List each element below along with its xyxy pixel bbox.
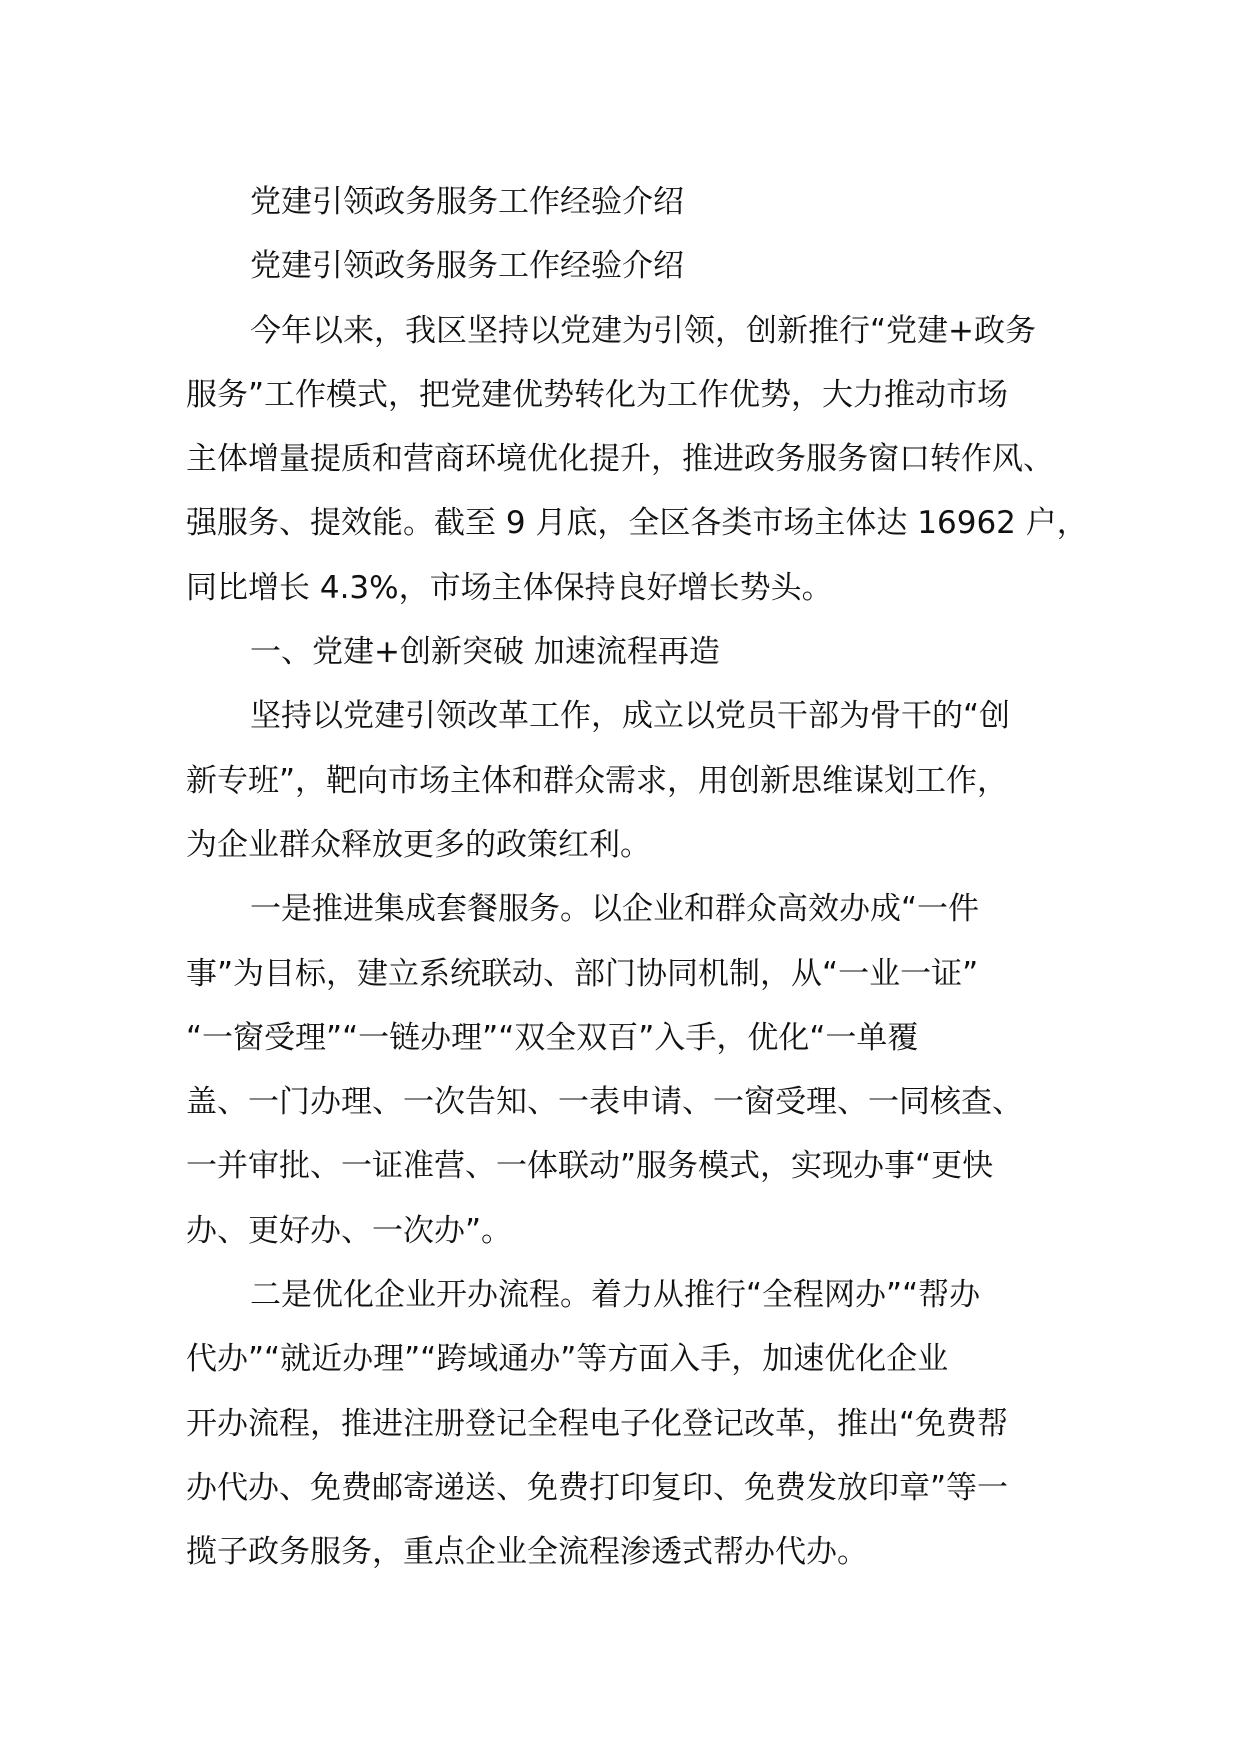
paragraph-point1-line-4: 盖、一门办理、一次告知、一表申请、一窗受理、一同核查、 bbox=[186, 1084, 1023, 1121]
paragraph-intro-line-1: 今年以来，我区坚持以党建为引领，创新推行“党建+政务 bbox=[250, 312, 1037, 349]
paragraph-point1-line-6: 办、更好办、一次办”。 bbox=[186, 1212, 513, 1249]
paragraph-point2-line-2: 代办”“就近办理”“跨域通办”等方面入手，加速优化企业 bbox=[186, 1341, 949, 1378]
section-heading-1: 一、党建+创新突破 加速流程再造 bbox=[250, 634, 720, 671]
paragraph-intro-line-4: 强服务、提效能。截至 9 月底，全区各类市场主体达 16962 户， bbox=[186, 505, 1088, 542]
paragraph-point2-line-1: 二是优化企业开办流程。着力从推行“全程网办”“帮办 bbox=[250, 1277, 981, 1314]
paragraph-point1-line-3: “一窗受理”“一链办理”“双全双百”入手，优化“一单覆 bbox=[186, 1019, 919, 1056]
paragraph-point1-line-5: 一并审批、一证准营、一体联动”服务模式，实现办事“更快 bbox=[186, 1148, 994, 1185]
paragraph-point2-line-3: 开办流程，推进注册登记全程电子化登记改革，推出“免费帮 bbox=[186, 1405, 1009, 1442]
paragraph-point1-line-1: 一是推进集成套餐服务。以企业和群众高效办成“一件 bbox=[250, 891, 980, 928]
paragraph-intro-line-5: 同比增长 4.3%，市场主体保持良好增长势头。 bbox=[186, 569, 833, 606]
paragraph-point2-line-4: 办代办、免费邮寄递送、免费打印复印、免费发放印章”等一 bbox=[186, 1469, 1009, 1506]
paragraph-intro-line-3: 主体增量提质和营商环境优化提升，推进政务服务窗口转作风、 bbox=[186, 441, 1054, 478]
paragraph-section1-line-1: 坚持以党建引领改革工作，成立以党员干部为骨干的“创 bbox=[250, 698, 1011, 735]
document-title: 党建引领政务服务工作经验介绍 bbox=[250, 184, 684, 220]
document-body bbox=[186, 170, 1086, 1585]
paragraph-section1-line-2: 新专班”，靶向市场主体和群众需求，用创新思维谋划工作， bbox=[186, 762, 1009, 799]
paragraph-intro-line-2: 服务”工作模式，把党建优势转化为工作优势，大力推动市场 bbox=[186, 376, 1009, 413]
paragraph-point1-line-2: 事”为目标，建立系统联动、部门协同机制，从“一业一证” bbox=[186, 955, 979, 992]
paragraph-point2-line-5: 揽子政务服务，重点企业全流程渗透式帮办代办。 bbox=[186, 1534, 868, 1571]
paragraph-section1-line-3: 为企业群众释放更多的政策红利。 bbox=[186, 826, 651, 863]
document-subtitle: 党建引领政务服务工作经验介绍 bbox=[250, 248, 684, 285]
